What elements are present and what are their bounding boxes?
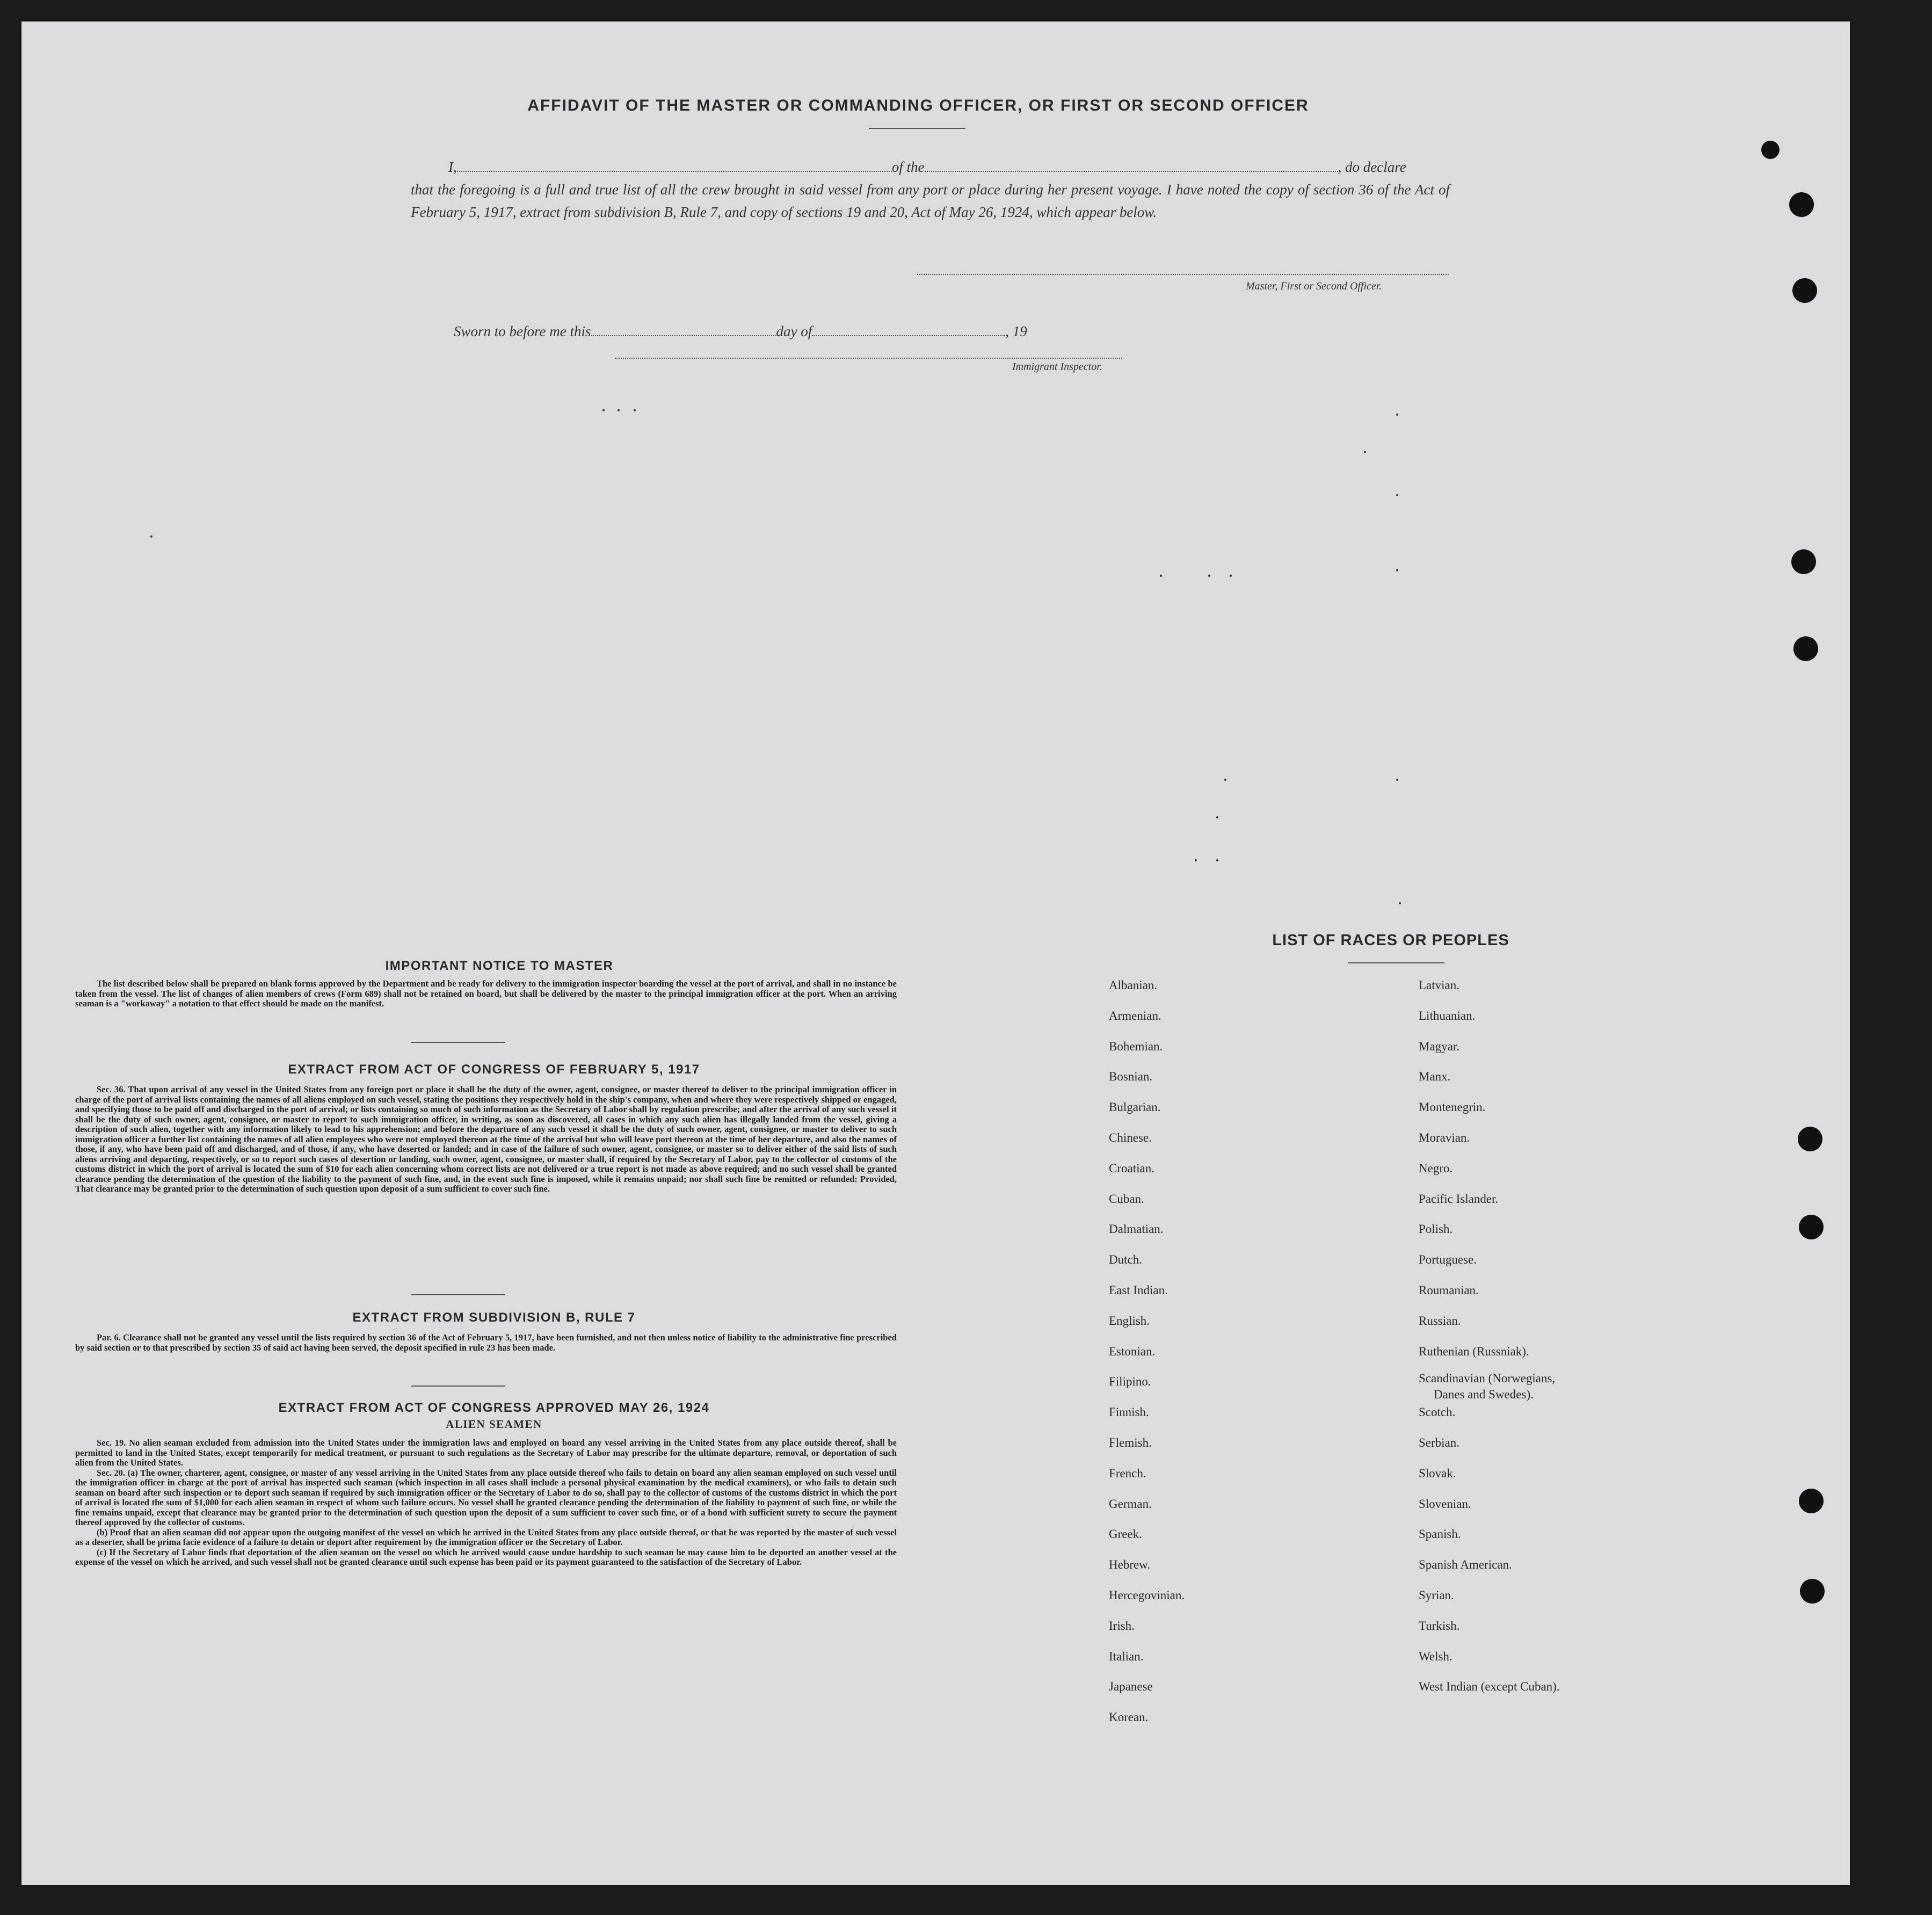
sworn-day-of: day of — [776, 323, 812, 339]
race-item: Dalmatian. — [1109, 1222, 1164, 1236]
race-item: Polish. — [1419, 1222, 1453, 1236]
race-item: Italian. — [1109, 1649, 1144, 1663]
punch-hole — [1800, 1579, 1825, 1604]
extract-rule7-paragraph: Par. 6. Clearance shall not be granted any vessel until the lists required by section 36 of the Act of February 5, 1917, have been furnished, and not then unless notice of liability to the administrative fine prescribed by said section or to that prescribed by section 35 of said act having been served, the deposit specified in rule 23 has been made. — [75, 1332, 897, 1353]
vessel-field[interactable] — [925, 158, 1338, 172]
punch-hole — [1799, 1489, 1824, 1513]
races-title: LIST OF RACES OR PEOPLES — [1272, 932, 1509, 949]
race-item: Slovenian. — [1419, 1497, 1471, 1511]
race-item: Slovak. — [1419, 1466, 1456, 1480]
punch-hole — [1799, 1215, 1824, 1239]
race-item: Spanish American. — [1419, 1558, 1512, 1572]
race-item: Negro. — [1419, 1161, 1453, 1175]
sworn-line — [454, 322, 1027, 340]
race-item: Lithuanian. — [1419, 1009, 1476, 1022]
scan-speck — [150, 535, 152, 538]
scan-speck — [1195, 859, 1197, 861]
scan-speck — [1399, 902, 1401, 904]
race-item: Irish. — [1109, 1619, 1135, 1633]
race-item: English. — [1109, 1314, 1150, 1328]
scan-speck — [618, 409, 620, 411]
scan-speck — [1396, 414, 1398, 416]
sec-20c-paragraph: (c) If the Secretary of Labor finds that deportation of the alien seaman on the vessel on which he arrived would cause undue hardship to such seaman he may cause him to be deported an another vessel at the expense of the vessel on which he arrived, and such vessel shall not be granted clearance until such expense has been paid or its payment guaranteed to the satisfaction of the Secretary of Labor. — [75, 1547, 897, 1567]
race-item: West Indian (except Cuban). — [1419, 1680, 1560, 1694]
extract-rule7-heading: EXTRACT FROM SUBDIVISION B, RULE 7 — [352, 1310, 636, 1325]
alien-seamen-subheading: ALIEN SEAMEN — [446, 1418, 542, 1431]
extract-1924-heading: EXTRACT FROM ACT OF CONGRESS APPROVED MAY 26, 1924 — [278, 1401, 710, 1415]
punch-hole — [1761, 141, 1780, 159]
punch-hole — [1793, 636, 1818, 661]
sec-20a-paragraph: Sec. 20. (a) The owner, charterer, agent, consignee, or master of any vessel arriving in the United States from any place outside thereof who fails to detain on board any alien seaman employed on such vessel until the immigration officer in charge at the port of arrival has inspected such seaman (which inspection in all cases shall include a personal physical examination by the medical examiners), or who fails to detain such seaman on board after such inspection or to deport such seaman if required by such immigration officer or the Secretary of Labor to do so, shall pay to the collector of customs of the customs district in which the port of arrival is located the sum of $1,000 for each alien seaman in respect of whom such failure occurs. No vessel shall be granted clearance pending the determination of the liability to payment of such fine, or while the fine remains unpaid, except that clearance may be granted prior to the determination of such question upon the deposit of a sum sufficient to cover such fine, or of a bond with sufficient surety to secure the payment thereof approved by the collector of customs. — [75, 1467, 897, 1527]
section-rule — [411, 1042, 505, 1043]
race-item: Dutch. — [1109, 1253, 1142, 1267]
race-item: Japanese — [1109, 1680, 1153, 1694]
race-item: Hercegovinian. — [1109, 1588, 1185, 1602]
name-field[interactable] — [457, 158, 892, 172]
race-item: Latvian. — [1419, 978, 1459, 992]
race-item: Flemish. — [1109, 1436, 1152, 1449]
extract-1917-heading: EXTRACT FROM ACT OF CONGRESS OF FEBRUARY 5, 1917 — [288, 1062, 700, 1077]
race-item: Russian. — [1419, 1314, 1461, 1328]
race-item: Moravian. — [1419, 1131, 1470, 1144]
affidavit-prefix: I, — [448, 159, 457, 175]
affidavit-title: AFFIDAVIT OF THE MASTER OR COMMANDING OFFICER, OR FIRST OR SECOND OFFICER — [527, 97, 1309, 114]
race-item: Serbian. — [1419, 1436, 1460, 1449]
race-item: Portuguese. — [1419, 1253, 1477, 1267]
scan-speck — [634, 409, 636, 411]
race-item: Chinese. — [1109, 1131, 1152, 1144]
inspector-signature-label: Immigrant Inspector. — [1012, 361, 1102, 373]
sec-20b-paragraph: (b) Proof that an alien seaman did not appear upon the outgoing manifest of the vessel on which he arrived in the United States from any place outside thereof, or that he was reported by the master of such vessel as a deserter, shall be prima facie evidence of a failure to detain or deport after requirement by the immigration officer or the Secretary of Labor. — [75, 1527, 897, 1547]
affidavit-of-the: of the — [891, 159, 925, 175]
race-item: Greek. — [1109, 1527, 1142, 1541]
scan-speck — [1396, 569, 1398, 571]
race-item: Roumanian. — [1419, 1283, 1479, 1297]
inspector-signature-line[interactable] — [615, 358, 1122, 359]
race-item: Cuban. — [1109, 1192, 1144, 1206]
notice-text — [75, 979, 897, 1009]
race-item: Syrian. — [1419, 1588, 1454, 1602]
notice-heading: IMPORTANT NOTICE TO MASTER — [385, 959, 614, 973]
race-item: Armenian. — [1109, 1009, 1161, 1022]
race-item: Bulgarian. — [1109, 1100, 1161, 1114]
scan-speck — [1216, 816, 1218, 818]
race-item: German. — [1109, 1497, 1152, 1511]
master-signature-line[interactable] — [917, 274, 1449, 275]
race-item: Scotch. — [1419, 1405, 1456, 1419]
affidavit-body — [411, 156, 1450, 223]
scan-speck — [1224, 779, 1226, 781]
extract-1917-paragraph: Sec. 36. That upon arrival of any vessel in the United States from any foreign port or place it shall be the duty of the owner, agent, consignee, or master thereof to deliver to the principal immigration officer in charge of the port of arrival lists containing the names of all aliens employed on such vessel, stating the positions they respectively hold in the ship's company, when and where they were respectively shipped or engaged, and specifying those to be paid off and discharged in the port of arrival; or lists containing so much of such information as the Secretary of Labor shall by regulation prescribe; and after the arrival of any such vessel it shall be the duty of such owner, agent, consignee, or master to report to such immigration officer, in writing, as soon as discovered, all cases in which any such alien has illegally landed from the vessel, giving a description of such alien, together with any information likely to lead to his apprehension; and before the departure of any such vessel it shall be the duty of such owner, agent, consignee, or master to deliver to such immigration officer a further list containing the names of all alien employees who were not employed thereon at the time of the arrival but who will leave port thereon at the time of her departure, and also the names of those, if any, who have been paid off and discharged, and of those, if any, who have deserted or landed; and in case of the failure of such owner, agent, consignee, or master so to deliver either of the said lists of such aliens arriving and departing, respectively, or so to report such cases of desertion or landing, such owner, agent, consignee, or master shall, if required by the Secretary of Labor, pay to the collector of customs of the customs district in which the port of arrival is located the sum of $10 for each alien concerning whom correct lists are not delivered or a true report is not made as above required; and no such vessel shall be granted clearance pending the determination of the question of the liability to the payment of such fine, and, in the event such fine is imposed, while it remains unpaid; nor shall such fine be remitted or refunded: Provided, That clearance may be granted prior to the determination of such question upon deposit of a sum sufficient to cover such fine. — [75, 1084, 897, 1194]
races-title-rule — [1348, 962, 1444, 963]
sworn-day-field[interactable] — [591, 322, 776, 336]
race-item: Scandinavian (Norwegians, — [1419, 1372, 1556, 1386]
punch-hole — [1798, 1127, 1822, 1151]
notice-paragraph: The list described below shall be prepared on blank forms approved by the Department and be ready for delivery to the immigration inspector boarding the vessel at the port of arrival, and shall in no instance be taken from the vessel. The list of changes of alien members of crews (Form 689) shall not be retained on board, but shall be delivered by the master to the principal immigration officer at the port. When an arriving seaman is a "workaway" a notation to that effect should be made on the manifest. — [75, 978, 897, 1009]
race-item: Bohemian. — [1109, 1039, 1163, 1053]
race-item: Korean. — [1109, 1710, 1149, 1724]
race-item: Montenegrin. — [1419, 1100, 1486, 1114]
sec-19-paragraph: Sec. 19. No alien seaman excluded from admission into the United States under the immigration laws and employed on board any vessel arriving in the United States from any place outside thereof, shall be permitted to land in the United States, except temporarily for medical treatment, or pursuant to such regulations as the Secretary of Labor may prescribe for the ultimate departure, removal, or deportation of such alien from the United States. — [75, 1438, 897, 1468]
sworn-prefix: Sworn to before me this — [454, 323, 591, 339]
race-item: French. — [1109, 1466, 1146, 1480]
race-item: Estonian. — [1109, 1344, 1156, 1358]
scan-speck — [1216, 859, 1218, 861]
punch-hole — [1789, 192, 1814, 217]
race-item: East Indian. — [1109, 1283, 1168, 1297]
extract-1917-text — [75, 1085, 897, 1194]
race-item: Danes and Swedes). — [1434, 1388, 1534, 1402]
affidavit-statement: that the foregoing is a full and true list of all the crew brought in said vessel from any port or place during her present voyage. I have noted the copy of section 36 of the Act of February 5, 1917, extract from subdivision B, Rule 7, and copy of sections 19 and 20, Act of May 26, 1924, which appear below. — [411, 182, 1450, 220]
document-page — [21, 21, 1850, 1885]
scan-speck — [1208, 575, 1210, 577]
extract-1924-text — [75, 1438, 897, 1568]
race-item: Welsh. — [1419, 1649, 1452, 1663]
race-item: Hebrew. — [1109, 1558, 1151, 1572]
title-rule — [869, 128, 965, 129]
affidavit-line-1 — [411, 156, 1450, 178]
punch-hole — [1791, 549, 1816, 574]
race-item: Pacific Islander. — [1419, 1192, 1499, 1206]
punch-hole — [1792, 278, 1817, 303]
affidavit-declare: , do declare — [1338, 159, 1406, 175]
race-item: Magyar. — [1419, 1039, 1460, 1053]
race-item: Ruthenian (Russniak). — [1419, 1344, 1529, 1358]
sworn-month-field[interactable] — [812, 322, 1005, 336]
extract-rule7-text — [75, 1333, 897, 1353]
scan-speck — [1230, 575, 1232, 577]
race-item: Spanish. — [1419, 1527, 1461, 1541]
race-item: Filipino. — [1109, 1375, 1151, 1389]
race-item: Bosnian. — [1109, 1070, 1153, 1084]
race-item: Albanian. — [1109, 978, 1158, 992]
master-signature-label: Master, First or Second Officer. — [1246, 280, 1382, 292]
scan-speck — [1396, 494, 1398, 496]
race-item: Croatian. — [1109, 1161, 1154, 1175]
scan-speck — [1160, 575, 1162, 577]
race-item: Finnish. — [1109, 1405, 1149, 1419]
scan-speck — [1364, 451, 1366, 453]
section-rule — [411, 1294, 505, 1295]
scan-speck — [1396, 779, 1398, 781]
race-item: Manx. — [1419, 1070, 1451, 1084]
section-rule — [411, 1386, 505, 1387]
sworn-year: , 19 — [1005, 323, 1027, 339]
scan-speck — [602, 409, 605, 411]
race-item: Turkish. — [1419, 1619, 1460, 1633]
